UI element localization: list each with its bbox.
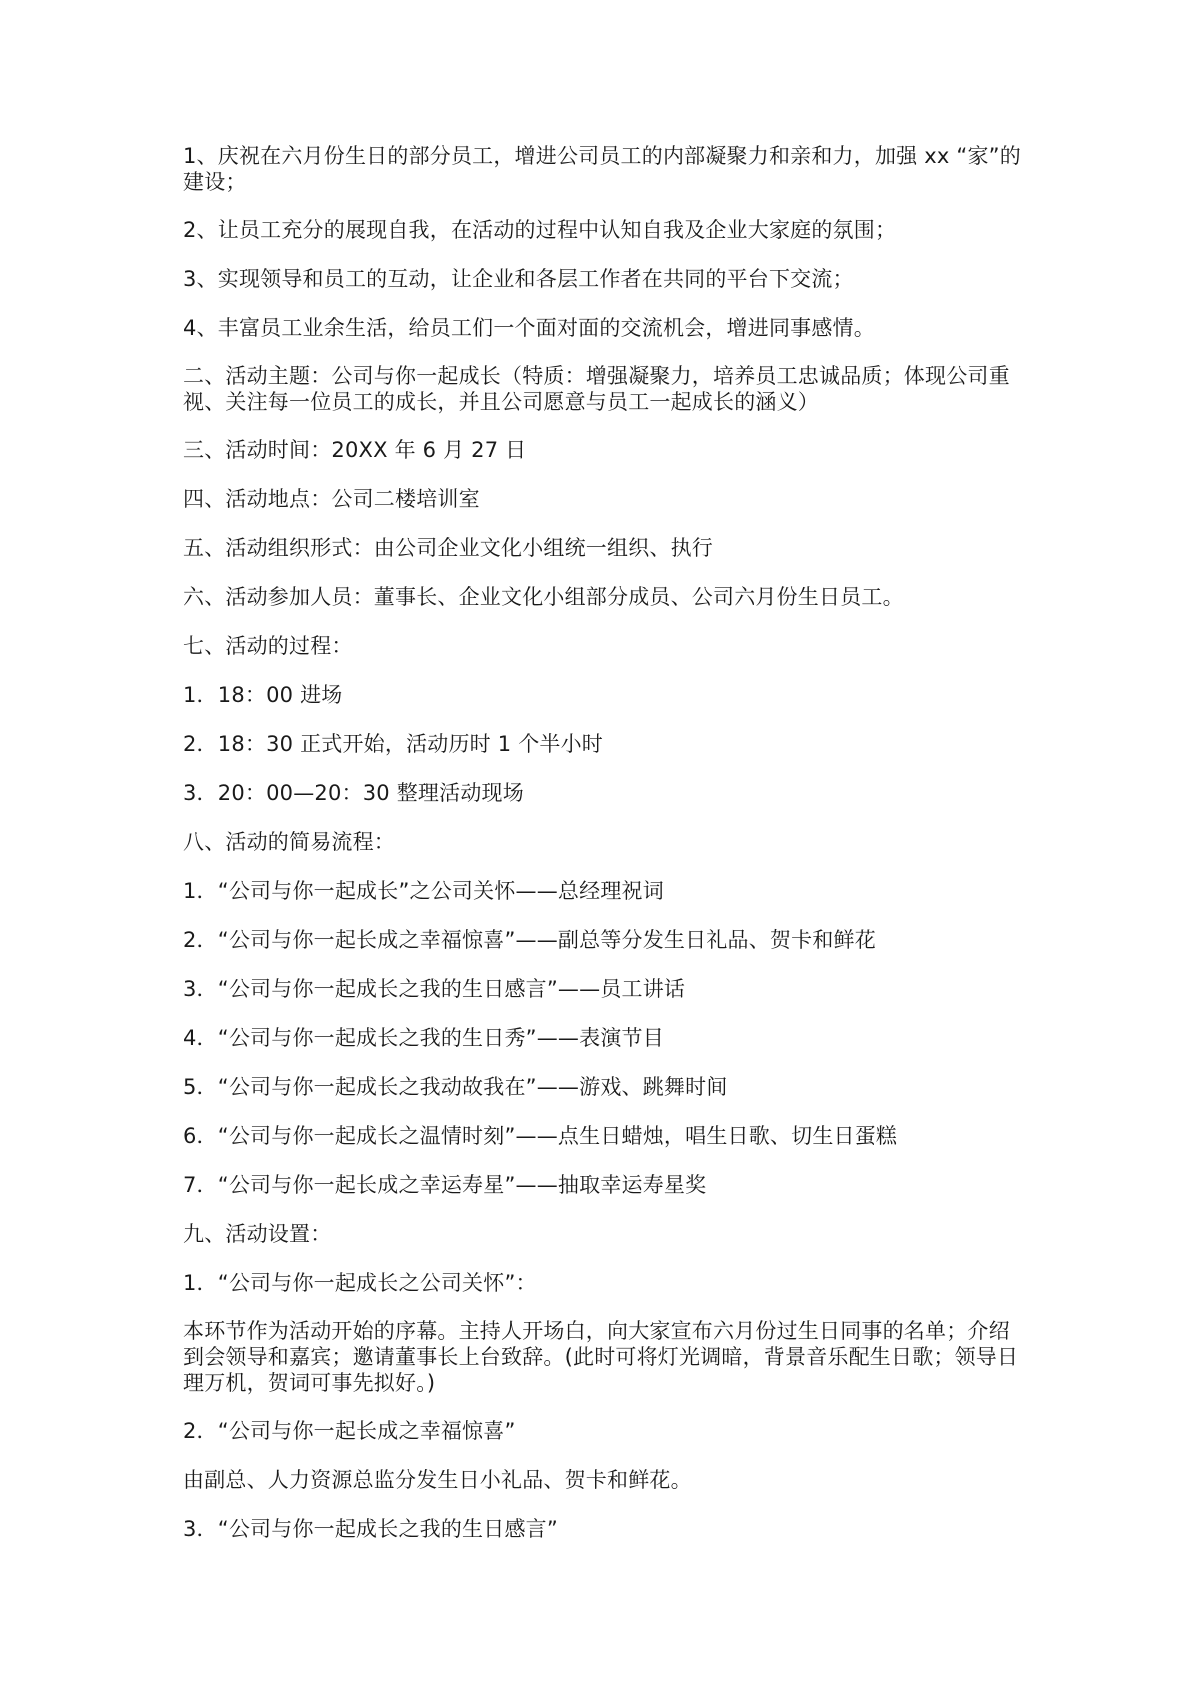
flow-item-1: 1．“公司与你一起成长”之公司关怀——总经理祝词 [183, 879, 664, 903]
flow-item-4: 4．“公司与你一起成长之我的生日秀”——表演节目 [183, 1026, 664, 1050]
section-heading-setup: 九、活动设置： [183, 1222, 332, 1246]
paragraph-time: 三、活动时间：20XX 年 6 月 27 日 [183, 438, 527, 462]
paragraph-organization: 五、活动组织形式：由公司企业文化小组统一组织、执行 [183, 536, 713, 560]
paragraph-goal-2: 2、让员工充分的展现自我，在活动的过程中认知自我及企业大家庭的氛围； [183, 218, 897, 242]
process-item-2: 2．18：30 正式开始，活动历时 1 个半小时 [183, 732, 603, 756]
flow-item-6: 6．“公司与你一起成长之温情时刻”——点生日蜡烛，唱生日歌、切生日蛋糕 [183, 1124, 898, 1148]
setup-item-3-title: 3．“公司与你一起成长之我的生日感言” [183, 1517, 558, 1541]
section-heading-process: 七、活动的过程： [183, 634, 353, 658]
paragraph-goal-3: 3、实现领导和员工的互动，让企业和各层工作者在共同的平台下交流； [183, 267, 854, 291]
flow-item-5: 5．“公司与你一起成长之我动故我在”——游戏、跳舞时间 [183, 1075, 728, 1099]
flow-item-7: 7．“公司与你一起长成之幸运寿星”——抽取幸运寿星奖 [183, 1173, 707, 1197]
section-heading-flow: 八、活动的简易流程： [183, 830, 395, 854]
paragraph-theme: 二、活动主题：公司与你一起成长（特质：增强凝聚力，培养员工忠诚品质；体现公司重视、关注每一位员工的成长，并且公司愿意与员工一起成长的涵义） [183, 364, 1010, 414]
process-item-1: 1．18：00 进场 [183, 683, 343, 707]
process-item-3: 3．20：00—20：30 整理活动现场 [183, 781, 524, 805]
paragraph-participants: 六、活动参加人员：董事长、企业文化小组部分成员、公司六月份生日员工。 [183, 585, 904, 609]
flow-item-2: 2．“公司与你一起长成之幸福惊喜”——副总等分发生日礼品、贺卡和鲜花 [183, 928, 876, 952]
paragraph-goal-1: 1、庆祝在六月份生日的部分员工，增进公司员工的内部凝聚力和亲和力，加强 xx “家”的建设； [183, 144, 1021, 194]
setup-item-1-title: 1．“公司与你一起成长之公司关怀”： [183, 1271, 537, 1295]
setup-item-1-body: 本环节作为活动开始的序幕。主持人开场白，向大家宣布六月份过生日同事的名单；介绍到会领导和嘉宾；邀请董事长上台致辞。(此时可将灯光调暗，背景音乐配生日歌；领导日理万机，贺词可事先拟好。) [183, 1319, 1019, 1395]
paragraph-goal-4: 4、丰富员工业余生活，给员工们一个面对面的交流机会，增进同事感情。 [183, 316, 875, 340]
setup-item-2-body: 由副总、人力资源总监分发生日小礼品、贺卡和鲜花。 [183, 1468, 692, 1492]
paragraph-location: 四、活动地点：公司二楼培训室 [183, 487, 480, 511]
document-body [183, 143, 1025, 1564]
setup-item-2-title: 2．“公司与你一起长成之幸福惊喜” [183, 1419, 516, 1443]
flow-item-3: 3．“公司与你一起成长之我的生日感言”——员工讲话 [183, 977, 686, 1001]
